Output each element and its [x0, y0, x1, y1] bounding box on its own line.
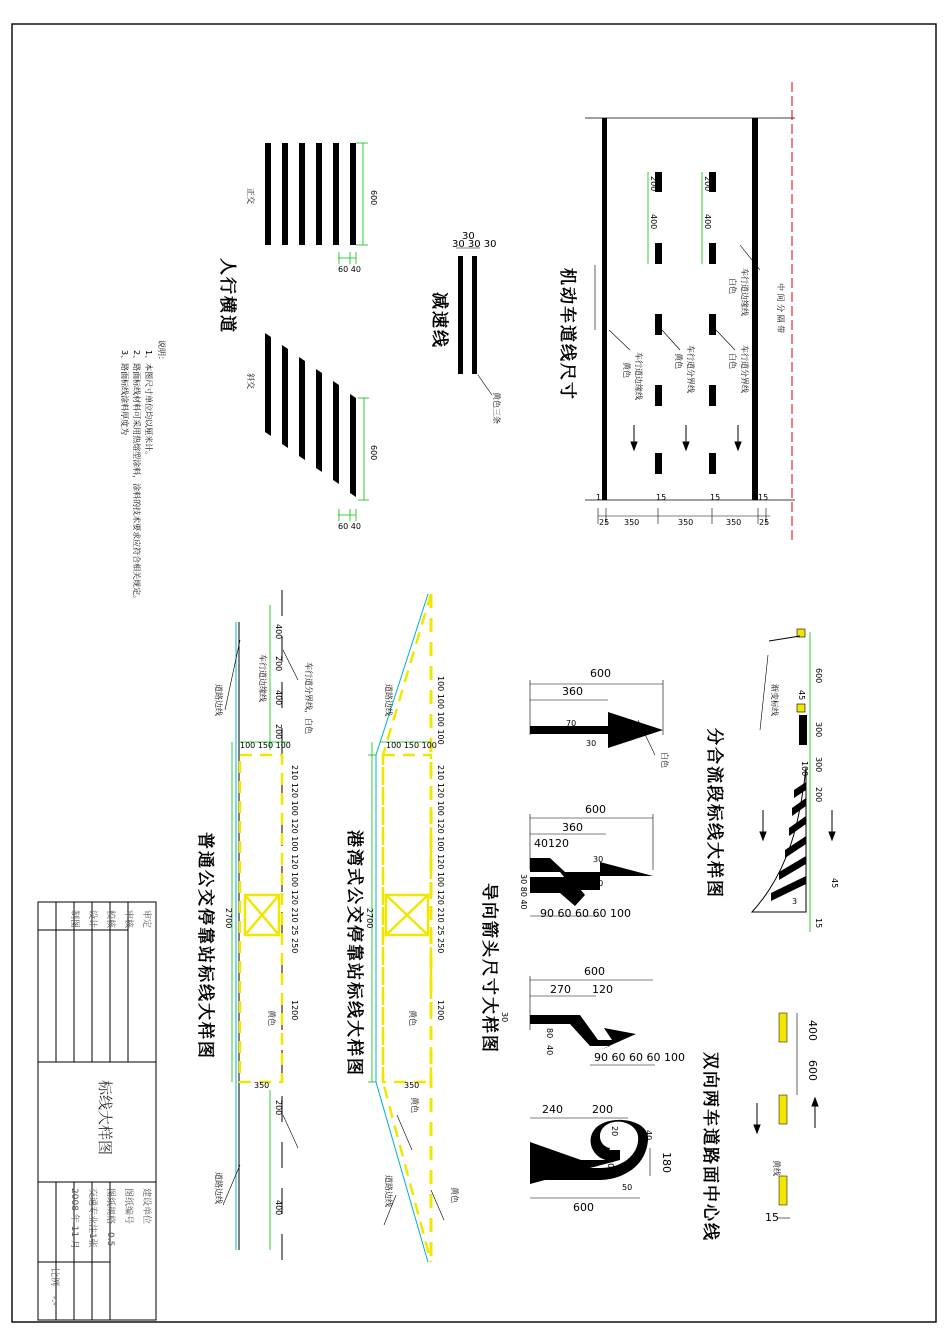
bay-2700: 2700 — [365, 908, 374, 929]
a1-600: 600 — [590, 667, 611, 680]
title-bay-bus: 港湾式公交停靠站标线大样图 — [344, 830, 364, 1077]
a3-120: 120 — [592, 983, 613, 996]
title-pedestrian: 人行横道 — [217, 258, 237, 334]
label-lane-div-2: 车行道分界线 — [686, 345, 695, 393]
lane-dims-frame — [585, 118, 795, 500]
a3-30: 30 — [500, 1012, 509, 1023]
a2-308040: 30 80 40 — [519, 874, 528, 910]
dim-303030: 30 30 30 — [452, 239, 497, 250]
label-div-a: 车行道分界线，白色 — [304, 662, 313, 734]
notes-head: 说明： — [157, 340, 166, 364]
tb-unit-label: 建设单位 — [141, 1188, 151, 1225]
a2-bottom: 90 60 60 60 100 — [540, 907, 631, 920]
arrow-straight — [530, 680, 663, 748]
tb-date: 2008 年 11 月 — [69, 1188, 79, 1249]
crosswalk-skew — [265, 333, 356, 497]
norm-100-150-100: 100 150 100 — [240, 741, 291, 750]
label-yellow-b1: 黄色 — [267, 1010, 276, 1026]
bay-bus-stop-box — [383, 755, 431, 1082]
label-yellow-three: 黄色三条 — [492, 392, 501, 424]
a1-30: 30 — [586, 739, 597, 748]
label-white-2: 白色 — [728, 353, 737, 369]
dim-6040b: 60 40 — [338, 522, 361, 531]
tb-scale-label: 比例 — [49, 1268, 59, 1287]
bay-100-150-100: 100 150 100 — [386, 741, 437, 750]
dim-30: 30 — [462, 231, 475, 242]
center-600: 600 — [806, 1060, 819, 1081]
merge-marker-mid — [797, 704, 805, 712]
label-yellow-1: 黄色 — [674, 353, 683, 369]
dim-15a: 15 — [596, 493, 607, 502]
label-yellow-2: 黄色 — [622, 362, 631, 378]
dim-350b: 350 — [678, 518, 694, 527]
dim-15b: 15 — [656, 493, 667, 502]
merge-3: 3 — [792, 897, 798, 906]
label-white-1: 白色 — [728, 278, 737, 294]
title-decel: 减速线 — [429, 292, 449, 349]
lane-edge-lines — [602, 118, 758, 500]
dim-6040a: 60 40 — [338, 265, 361, 274]
label-xie-jiao: 斜交 — [246, 373, 255, 389]
norm-1200: 1200 — [290, 1000, 299, 1021]
notes-2: 2、路面标线材料可采用热熔型涂料，涂料的技术要求应符合相关规定。 — [132, 350, 141, 604]
tb-row-1: 审核 — [123, 910, 133, 929]
merge-15: 15 — [814, 918, 823, 929]
norm-400a: 400 — [274, 624, 283, 640]
label-lane-div-1: 车行道分界线 — [740, 345, 749, 393]
dim-400a: 400 — [649, 214, 658, 230]
merge-600: 600 — [814, 668, 823, 684]
crosswalk-orthogonal — [265, 143, 356, 245]
label-median: 中 间 分 隔 带 — [776, 283, 785, 334]
title-two-lane: 双向两车道路面中心线 — [700, 1052, 720, 1242]
merge-45: 45 — [797, 690, 806, 701]
norm-bottom2: 200 — [274, 1100, 283, 1116]
merge-bar — [799, 715, 807, 745]
norm-stack: 210 120 100 120 100 120 100 120 210 25 250 — [290, 765, 299, 954]
a3-bottom: 90 60 60 60 100 — [594, 1051, 685, 1064]
normal-bus-stop-box — [240, 755, 282, 1082]
dim-600a: 600 — [369, 190, 378, 206]
gore-chevrons — [771, 782, 806, 901]
label-road-edge-d: 道路边线 — [384, 684, 393, 716]
centerline-dashes — [779, 1013, 787, 1205]
dim-25a: 25 — [599, 518, 610, 527]
title-normal-bus: 普通公交停靠站标线大样图 — [195, 832, 215, 1060]
norm-200a: 200 — [274, 656, 283, 672]
bay-100s: 100 100 100 100 — [436, 676, 445, 745]
a3-270: 270 — [550, 983, 571, 996]
tb-company: 交通专业注1张 — [87, 1188, 97, 1248]
label-lane-edge-1: 车行道边缘线 — [740, 268, 749, 316]
a3-600: 600 — [584, 965, 605, 978]
label-lane-edge-2: 车行道边缘线 — [634, 352, 643, 400]
a4-20a: 20 — [610, 1126, 619, 1137]
merge-100: 100 — [800, 761, 809, 777]
a3-40: 40 — [545, 1045, 554, 1056]
gore-leader — [760, 655, 768, 730]
a2-120: 120 — [548, 837, 569, 850]
decel-lines — [458, 256, 477, 374]
a1-360: 360 — [562, 685, 583, 698]
label-gore: 渐变标线 — [770, 684, 779, 716]
merge-300: 300 — [814, 722, 823, 738]
dim-15d: 15 — [758, 493, 769, 502]
label-road-edge-a: 道路边线 — [214, 684, 223, 716]
label-white-arrow: 白色 — [660, 752, 669, 768]
label-edge-a: 车行道边缘线 — [258, 654, 267, 702]
merge-200: 200 — [814, 787, 823, 803]
dim-25b: 25 — [759, 518, 770, 527]
a2-30a: 30 — [593, 855, 604, 864]
dim-350a: 350 — [624, 518, 640, 527]
dim-15c: 15 — [710, 493, 721, 502]
a4-600: 600 — [573, 1201, 594, 1214]
tb-row-3: 设计 — [87, 910, 97, 929]
merge-300b: 300 — [814, 757, 823, 773]
a2-30b: 30 — [593, 879, 604, 888]
sheet-border — [12, 24, 936, 1322]
a2-40: 40 — [534, 837, 548, 850]
a2-600: 600 — [585, 803, 606, 816]
tb-drawing-title: 标线大样图 — [96, 1080, 114, 1156]
title-arrow: 导向箭头尺寸大样图 — [479, 883, 499, 1054]
tb-size-value: 0.5 — [105, 1232, 115, 1247]
label-yellow-b4: 黄色 — [450, 1187, 459, 1203]
arrow-straight-right — [530, 814, 653, 916]
tb-drawing-no: 图纸编号 — [123, 1188, 133, 1225]
title-merge: 分合流段标线大样图 — [704, 728, 724, 899]
norm-400b: 400 — [274, 690, 283, 706]
notes-1: 1、本图尺寸单位均以厘米计。 — [144, 350, 153, 460]
norm-350: 350 — [254, 1081, 270, 1090]
bay-1200: 1200 — [436, 1000, 445, 1021]
dim-400b: 400 — [703, 214, 712, 230]
dim-200a: 200 — [649, 176, 658, 192]
a2-360: 360 — [562, 821, 583, 834]
a4-240: 240 — [542, 1103, 563, 1116]
a4-40: 40 — [644, 1130, 653, 1141]
tb-row-4: 制图 — [69, 910, 79, 929]
tb-scale-value: -:- — [49, 1296, 59, 1306]
title-lane-dims: 机动车道线尺寸 — [557, 268, 577, 401]
a4-20b: 20 — [606, 1158, 615, 1169]
dim-200b: 200 — [703, 176, 712, 192]
dim-350c: 350 — [726, 518, 742, 527]
dim-600b: 600 — [369, 445, 378, 461]
tb-row-0: 审定 — [141, 910, 151, 929]
center-400: 400 — [806, 1020, 819, 1041]
label-zheng-jiao: 正交 — [246, 188, 255, 204]
lane-direction-arrows — [631, 425, 741, 450]
norm-200b: 200 — [274, 724, 283, 740]
norm-bottom1: 400 — [274, 1200, 283, 1216]
bay-350: 350 — [404, 1081, 420, 1090]
label-road-edge-c: 道路边线 — [214, 1172, 223, 1204]
a4-180: 180 — [660, 1152, 673, 1173]
bay-bus-stop-dims — [368, 742, 431, 1082]
label-yellow-two: 黄线 — [772, 1160, 781, 1176]
center-15: 15 — [765, 1211, 779, 1224]
a4-50: 50 — [622, 1183, 633, 1192]
bay-stack: 210 120 100 120 100 120 100 120 210 25 250 — [436, 765, 445, 954]
label-yellow-b3: 黄色 — [410, 1097, 419, 1113]
notes-3: 3、路面标线涂料厚度为 — [120, 350, 129, 436]
label-road-edge-b: 道路边线 — [384, 1175, 393, 1207]
a4-200: 200 — [592, 1103, 613, 1116]
a3-80: 80 — [545, 1028, 554, 1039]
merge-45b: 45 — [830, 878, 839, 889]
a1-70: 70 — [566, 719, 577, 728]
norm-2700: 2700 — [224, 908, 233, 929]
tb-row-2: 校核 — [105, 910, 115, 929]
tb-size-label: 图纸规格 — [105, 1188, 115, 1225]
label-yellow-b2: 黄色 — [408, 1010, 417, 1026]
